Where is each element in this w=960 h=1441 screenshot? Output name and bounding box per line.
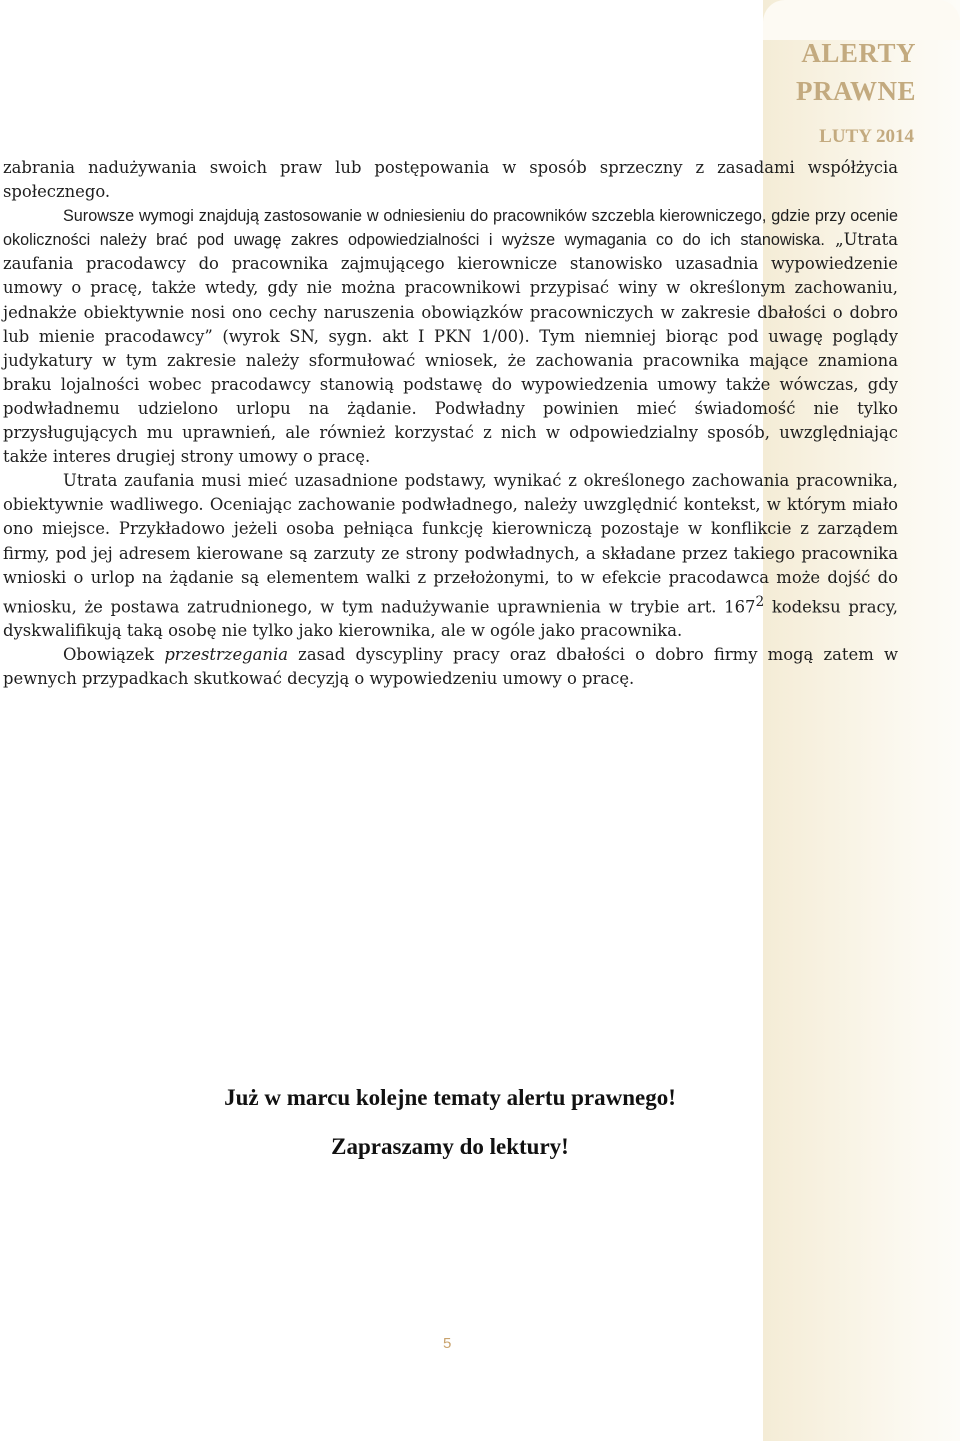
paragraph-4-end: zasad dyscypliny pracy oraz dbałości o dobro firmy mogą zatem w pewnych przypadkach skutkować decyzją o wypowiedzeniu umowy o pracę. xyxy=(3,645,898,689)
paragraph-3 xyxy=(3,469,898,643)
article-superscript: 2 xyxy=(755,593,765,610)
paragraph-2-quote: „Utrata zaufania pracodawcy do pracownika zajmującego kierownicze stanowisko uzasadnia wypowiedzenie umowy o pracę, także wtedy, gdy nie można pracownikowi przypisać winy w określonym zachowaniu, jednakże obiektywnie nosi ono cechy naruszenia obowiązków pracowniczych w zakresie dbałości o dobro lub mienie pracodawcy” (wyrok SN, sygn. akt I PKN 1/00). Tym niemniej biorąc pod uwagę poglądy judykatury w tym zakresie należy sformułować wniosek, że zachowania pracownika mające znamiona braku lojalności wobec pracodawcy stanowią podstawę do wypowiedzenia umowy także wówczas, gdy podwładnemu udzielono urlopu na żądanie. Podwładny powinien mieć świadomość nie tylko przysługujących mu uprawnień, ale również korzystać z nich w odpowiedzialny sposób, uwzględniając także interes drugiej strony umowy o pracę. xyxy=(3,230,898,467)
paragraph-4-emphasis: przestrzegania xyxy=(164,645,288,665)
paragraph-4 xyxy=(3,643,898,691)
paragraph-1: zabrania nadużywania swoich praw lub postępowania w sposób sprzeczny z zasadami współżycia społecznego. xyxy=(3,158,898,202)
issue-date: LUTY 2014 xyxy=(819,126,914,147)
closing-line-1: Już w marcu kolejne tematy alertu prawnego! xyxy=(224,1085,676,1110)
paragraph-3-text: Utrata zaufania musi mieć uzasadnione podstawy, wynikać z określonego zachowania pracownika, obiektywnie wadliwego. Oceniając zachowanie podwładnego, należy uwzględnić kontekst, w którym miało ono miejsce. Przykładowo jeżeli osoba pełniąca funkcję kierowniczą pozostaje w konflikcie z zarządem firmy, pod jej adresem kierowane są zarzuty ze strony podwładnych, a składane przez takiego pracownika wnioski o urlop na żądanie są elementem walki z przełożonymi, to w efekcie pracodawca może dojść do wniosku, że postawa zatrudnionego, w tym nadużywanie uprawnienia w trybie art. 167 xyxy=(3,471,898,617)
paragraph-3-end: kodeksu pracy, dyskwalifikują taką osobę nie tylko jako kierownika, ale w ogóle jako pracownika. xyxy=(3,597,898,641)
paragraph-4-start: Obowiązek xyxy=(63,645,165,665)
paragraph-2-intro: Surowsze wymogi znajdują zastosowanie w odniesieniu do pracowników szczebla kierowniczego, gdzie przy ocenie okoliczności należy brać pod uwagę zakres odpowiedzialności i wyższe wymagania co do ich stanowiska. xyxy=(3,207,898,250)
publication-title-line2: PRAWNE xyxy=(795,76,916,106)
publication-title xyxy=(796,34,916,110)
paragraph-2 xyxy=(3,204,898,469)
article-body xyxy=(3,156,898,692)
closing-line-2: Zapraszamy do lektury! xyxy=(331,1134,569,1159)
closing-note xyxy=(0,1084,900,1182)
publication-title-line1: ALERTY xyxy=(801,38,916,68)
page-number: 5 xyxy=(443,1335,452,1352)
